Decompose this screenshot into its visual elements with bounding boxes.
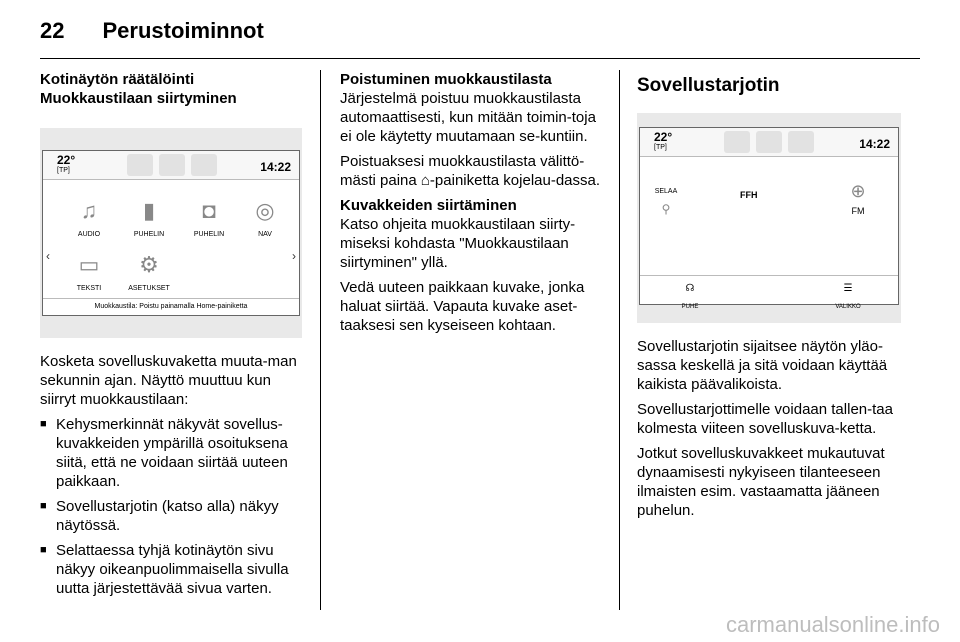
section-heading: Sovellustarjotin <box>637 75 780 96</box>
edit-mode-footer: Muokkaustila: Poistu painamalla Home-painiketta <box>43 298 299 315</box>
status-bar <box>43 151 299 180</box>
bullet-item: ■ Selattaessa tyhjä kotinäytön sivu näkyy oikeanpuolimmaisella sivulla uutta järjestettävää sivua varten. <box>40 541 302 598</box>
paragraph: Sovellustarjotin sijaitsee näytön yläo-sassa keskellä ja sitä voidaan käyttää kaikista päävalikoista. <box>637 338 888 393</box>
clock: 14:22 <box>859 137 890 151</box>
edit-mode-screenshot <box>40 128 302 338</box>
section-heading: Poistuminen muokkaustilasta <box>340 71 552 88</box>
column-divider <box>619 70 620 610</box>
browse-button: SELAA ⚲ <box>646 182 686 217</box>
bullet-list <box>40 415 302 598</box>
text-icon: ▭ TEKSTI <box>76 252 102 292</box>
nav-icon: ◎ NAV <box>255 198 275 238</box>
menu-button: ☰ VALIKKO <box>828 279 868 317</box>
music-icon <box>127 154 153 176</box>
music-icon <box>724 131 750 153</box>
search-icon: ⚲ <box>661 202 671 216</box>
section-heading: Kotinäytön räätälöinti <box>40 71 195 88</box>
column-1 <box>40 70 302 604</box>
chevron-left-icon: ‹ <box>46 249 50 263</box>
bullet-item: ■ Sovellustarjotin (katso alla) näkyy näytössä. <box>40 497 302 535</box>
menu-icon: ☰ <box>843 283 853 294</box>
phone-icon <box>159 154 185 176</box>
display-frame <box>42 150 300 316</box>
column-3 <box>637 70 905 526</box>
station-name: FFH <box>740 190 758 200</box>
paragraph: Järjestelmä poistuu muokkaustilasta automaattisesti, kun mitään toimin-toja ei ole käytetty muutamaan se-kuntiin. <box>340 90 596 145</box>
phone-icon <box>756 131 782 153</box>
paragraph: Jotkut sovelluskuvakkeet mukautuvat dynaamisesti nykyiseen tilanteeseen ilmaisten esim. vastaamatta jääneen puhelun. <box>637 445 885 519</box>
watermark: carmanualsonline.info <box>725 612 940 637</box>
circle-icon <box>191 154 217 176</box>
display-frame <box>639 127 899 310</box>
bullet-item: ■ Kehysmerkinnät näkyvät sovellus-kuvakkeiden ympärillä osoituksena siitä, että ne voidaan siirtää uuteen paikkaan. <box>40 415 302 491</box>
bottom-bar <box>640 275 898 310</box>
page-title: Perustoiminnot <box>102 18 264 43</box>
column-2 <box>340 70 602 341</box>
paragraph: Kosketa sovelluskuvaketta muuta-man sekunnin ajan. Näyttö muuttuu kun siirryt muokkaustilaan: <box>40 353 297 408</box>
phone-icon: ▮ PUHELIN <box>133 198 165 238</box>
page-header <box>40 18 264 44</box>
audio-icon: ♫ AUDIO <box>77 198 101 238</box>
app-tray-screenshot <box>637 113 901 323</box>
voice-button: ☊ PUHE <box>670 279 710 317</box>
header-rule <box>40 58 920 59</box>
band-indicator: ⊕ FM <box>838 180 878 222</box>
globe-icon: ⊕ <box>850 181 866 201</box>
status-bar <box>640 128 898 157</box>
voice-icon: ☊ <box>685 283 695 294</box>
paragraph: Vedä uuteen paikkaan kuvake, jonka haluat siirtää. Vapauta kuvake aset-taaksesi sen kyseiseen kohtaan. <box>340 279 585 334</box>
phone-projection-icon: ◘ PUHELIN <box>193 198 225 238</box>
paragraph: Katso ohjeita muokkaustilaan siirty-miseksi kohdasta "Muokkaustilaan siirtyminen" yllä. <box>340 216 576 271</box>
clock: 14:22 <box>260 160 291 174</box>
page-number: 22 <box>40 18 65 43</box>
info-icon <box>788 131 814 153</box>
section-heading: Kuvakkeiden siirtäminen <box>340 197 517 214</box>
subsection-heading: Muokkaustilaan siirtyminen <box>40 90 237 107</box>
chevron-right-icon: › <box>292 249 296 263</box>
column-divider <box>320 70 321 610</box>
temperature: 22° [TP] <box>57 153 76 174</box>
temperature: 22° [TP] <box>654 130 673 151</box>
paragraph: Sovellustarjottimelle voidaan tallen-taa kolmesta viiteen sovelluskuva-ketta. <box>637 401 893 437</box>
settings-icon: ⚙ ASETUKSET <box>128 252 170 292</box>
paragraph: Poistuaksesi muokkaustilasta välittö-mästi paina ⌂-painiketta kojelau-dassa. <box>340 153 601 189</box>
